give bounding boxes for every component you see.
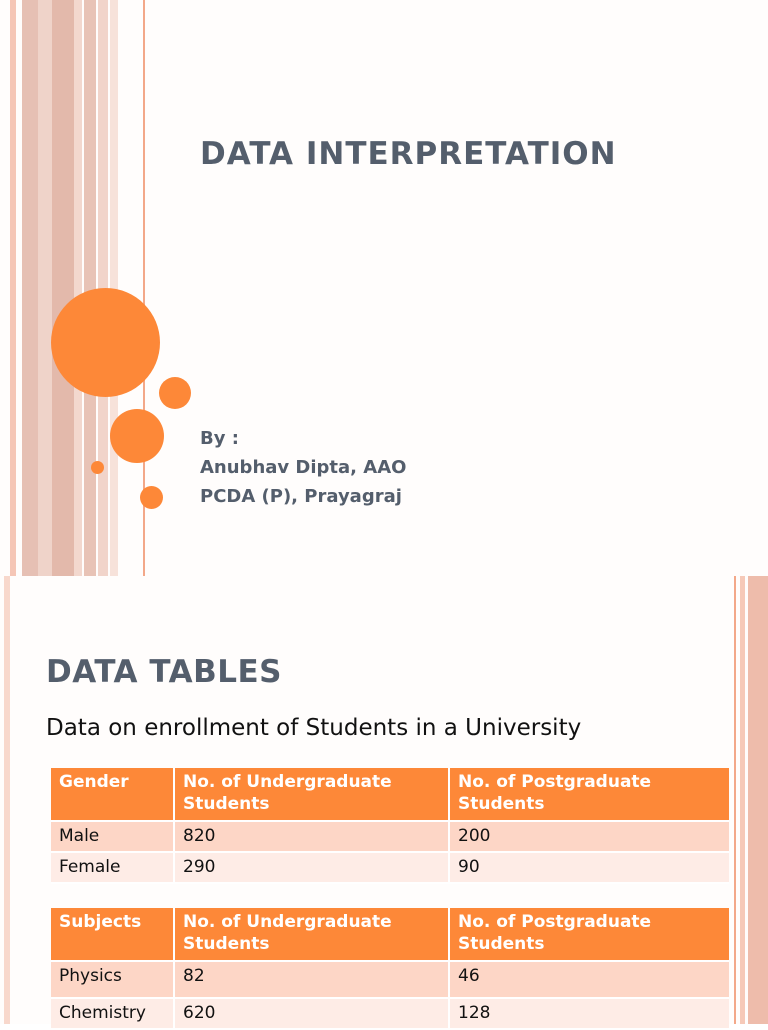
subject-enrollment-table: [51, 908, 729, 1030]
table-cell: 82: [174, 961, 449, 998]
table-header-row: [51, 908, 729, 961]
column-header: No. of Undergraduate Students: [174, 768, 449, 821]
author-name: Anubhav Dipta, AAO: [200, 457, 407, 478]
table-row: [51, 821, 729, 852]
table-cell: 620: [174, 998, 449, 1029]
decor-stripe: [734, 576, 736, 1024]
column-header: No. of Postgraduate Students: [449, 768, 729, 821]
decor-circle: [91, 461, 104, 474]
decor-circle: [110, 409, 164, 463]
author-byline: [200, 424, 406, 511]
table-cell: Male: [51, 821, 174, 852]
decor-stripe: [22, 0, 38, 576]
decor-stripe: [38, 0, 52, 576]
decor-stripe: [52, 0, 74, 576]
decor-stripe: [740, 576, 745, 1024]
slide-title: DATA INTERPRETATION: [200, 136, 617, 172]
table-cell: 290: [174, 852, 449, 883]
table-cell: 200: [449, 821, 729, 852]
table-cell: Chemistry: [51, 998, 174, 1029]
decor-stripe: [74, 0, 82, 576]
slide-title: DATA TABLES: [46, 654, 282, 690]
table-row: [51, 852, 729, 883]
slide-subtitle: Data on enrollment of Students in a University: [46, 715, 582, 741]
column-header: No. of Postgraduate Students: [449, 908, 729, 961]
table-cell: 128: [449, 998, 729, 1029]
byline-label: By :: [200, 428, 239, 449]
table-cell: 90: [449, 852, 729, 883]
column-header: Subjects: [51, 908, 174, 961]
table-cell: 820: [174, 821, 449, 852]
table-header-row: [51, 768, 729, 821]
decor-circle-large: [51, 288, 160, 397]
table-cell: Female: [51, 852, 174, 883]
table-cell: Physics: [51, 961, 174, 998]
decor-stripe: [748, 576, 768, 1024]
gender-enrollment-table: [51, 768, 729, 884]
table-row: [51, 998, 729, 1029]
column-header: Gender: [51, 768, 174, 821]
table-cell: 46: [449, 961, 729, 998]
author-office: PCDA (P), Prayagraj: [200, 486, 402, 507]
table-row: [51, 961, 729, 998]
column-header: No. of Undergraduate Students: [174, 908, 449, 961]
decor-stripe: [4, 576, 10, 1024]
decor-stripe: [10, 0, 16, 576]
decor-circle: [159, 377, 191, 409]
decor-circle: [140, 486, 163, 509]
